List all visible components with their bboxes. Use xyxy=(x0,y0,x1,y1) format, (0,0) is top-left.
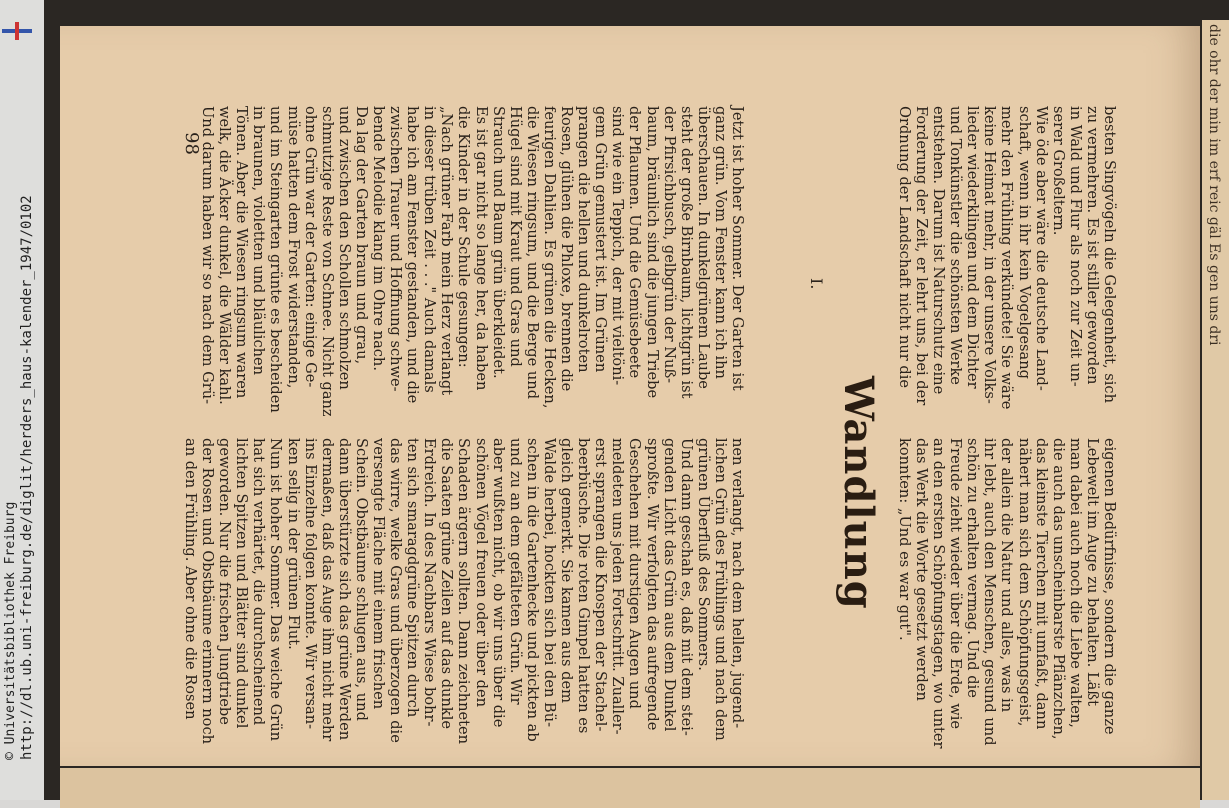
text-line: ohne Grün war der Garten: einige Ge- xyxy=(301,106,319,388)
text-line: und Tonkünstler die schönsten Werke xyxy=(947,106,965,385)
text-line: beerbüsche. Die roten Gimpel hatten es xyxy=(575,438,593,734)
text-line: geworden. Nur die frischen Jungtriebe xyxy=(216,438,234,725)
text-line: sproßte. Wir verfolgten das aufregende xyxy=(643,438,661,731)
text-line: bende Melodie klang im Ohre nach. xyxy=(370,106,388,371)
text-line: Ordnung der Landschaft nicht nur die xyxy=(895,106,913,389)
text-line: schön zu erhalten vermag. Und die xyxy=(964,438,982,698)
text-line: ten sich smaragdgrüne Spitzen durch xyxy=(404,438,422,718)
text-line: die Wiesen ringsum, und die Berge und xyxy=(523,106,541,400)
text-line: die Kinder in der Schule gesungen: xyxy=(455,106,473,368)
text-line: und im Steingarten grünte es bescheiden xyxy=(267,106,285,413)
text-line: besten Singvögeln die Gelegenheit, sich xyxy=(1101,106,1118,403)
text-line: konnten: „Und es war gut". xyxy=(895,438,913,641)
text-line: lieder wiederklingen und dem Dichter xyxy=(964,106,982,389)
text-line: Nun ist hoher Sommer. Das weiche Grün xyxy=(267,438,285,742)
text-line: Schaden ärgern sollten. Dann zeichneten xyxy=(455,438,473,745)
text-line: aber wußten nicht, ob wir uns über die xyxy=(489,438,507,728)
text-line: grünen Überfluß des Sommers. xyxy=(694,438,712,671)
text-line: Jetzt ist hoher Sommer. Der Garten ist xyxy=(729,106,746,391)
text-line: Walde herbei, hockten sich bei den Bü- xyxy=(540,438,558,728)
text-line: meldeten uns jeden Fortschritt. Zualler- xyxy=(609,438,627,735)
copyright-notice: © Universitätsbibliothek Freiburg xyxy=(3,501,18,760)
text-line: ihr lebt, auch den Menschen, gesund und xyxy=(981,438,999,746)
text-line: an den Frühling. Aber ohne die Rosen xyxy=(182,438,199,720)
edge-text: die ohr der min im erf reic gäl Es gen uns dri xyxy=(1206,24,1222,346)
page-number: 98 xyxy=(181,132,202,155)
text-line: eigenen Bedürfnisse, sondern die ganze xyxy=(1101,438,1118,735)
text-line: und zu an dem gefälteten Grün. Wir xyxy=(506,438,524,705)
section-number: I. xyxy=(807,278,826,290)
book-page xyxy=(60,26,1200,766)
text-line: Geschehen mit durstigen Augen und xyxy=(626,438,644,709)
text-line: schönen Vögel freuen oder über den xyxy=(472,438,490,708)
text-line: Wie öde aber wäre die deutsche Land- xyxy=(1032,106,1050,391)
text-line: serer Großeltern. xyxy=(1049,106,1067,236)
text-line: Tönen. Aber die Wiesen ringsum waren xyxy=(233,106,251,399)
text-line: Freude zieht wieder über die Erde, wie xyxy=(947,438,965,729)
text-line: an den ersten Schöpfungstagen, wo unter xyxy=(930,438,948,749)
color-target-icon xyxy=(2,22,32,40)
text-line: schaft, wenn in ihr kein Vogelgesang xyxy=(1015,106,1033,379)
text-line: Und dann geschah es, daß mit dem stei- xyxy=(677,438,695,736)
text-line: schmutzige Reste von Schnee. Nicht ganz xyxy=(318,106,336,417)
text-line: Schein. Obstbäume schlugen aus, und xyxy=(352,438,370,721)
text-line: mehr den Frühling verkündete! Sie wäre xyxy=(998,106,1016,410)
text-line: der Rosen und Obstbäume erinnern noch xyxy=(199,438,217,745)
text-line: die auch das unscheinbarste Pflänzchen, xyxy=(1049,438,1067,740)
source-url[interactable]: http://dl.ub.uni-freiburg.de/diglit/herders_haus-kalender_1947/0102 xyxy=(19,195,35,760)
text-line: genden Licht das Grün aus dem Dunkel xyxy=(660,438,678,732)
text-line: Forderung der Zeit, er lehrt uns, bei der xyxy=(912,106,930,406)
text-line: dann überstürzte sich das grüne Werden xyxy=(335,438,353,741)
text-line: lichten Spitzen und Blätter sind dunkel xyxy=(233,438,251,729)
chapter-heading: Wandlung xyxy=(835,376,882,610)
text-line: hat sich verhärtet, die durchscheinend xyxy=(250,438,268,726)
text-column-top-left xyxy=(199,106,746,417)
text-line: versengte Fläche mit einem frischen xyxy=(370,438,388,710)
text-line: gleich gemerkt. Sie kamen aus dem xyxy=(558,438,576,703)
text-line: steht der große Birnbaum, lichtgrün ist xyxy=(677,106,695,399)
text-line: baum, bräunlich sind die jungen Triebe xyxy=(643,106,661,399)
text-line: überschauen. In dunkelgrünem Laube xyxy=(694,106,712,389)
text-line: habe ich am Fenster gestanden, und die xyxy=(404,106,422,404)
text-column-bottom-right xyxy=(896,438,1118,748)
text-line: ganz grün. Vom Fenster kann ich ihn xyxy=(711,106,729,379)
text-line: gem Grün gemustert ist. Im Grünen xyxy=(592,106,610,373)
text-line: ins Einzelne folgen konnte. Wir versan- xyxy=(301,438,319,730)
text-line: nähert man sich dem Schöpfungsgeist, xyxy=(1015,438,1033,727)
text-line: Da lag der Garten braun und grau, xyxy=(352,106,370,365)
text-line: in braunen, violetten und bläulichen xyxy=(250,106,268,376)
text-line: schen in die Gartenhecke und pickten ab xyxy=(523,438,541,742)
text-line: der allein die Natur und alles, was in xyxy=(998,438,1016,713)
text-line: erst sprangen die Knospen der Stachel- xyxy=(592,438,610,732)
text-line: entstehen. Darum ist Naturschutz eine xyxy=(930,106,948,395)
text-line: sind wie ein Teppich, der mit vieltöni- xyxy=(609,106,627,386)
text-line: Hügel sind mit Kraut und Gras und xyxy=(506,106,524,367)
text-line: die Saaten grüne Zeilen auf das dunkle xyxy=(438,438,456,729)
next-page-edge xyxy=(60,768,1200,808)
text-line: Es ist gar nicht so lange her, da haben xyxy=(472,106,490,391)
viewer-left-strip xyxy=(0,0,44,800)
text-line: dermaßen, daß das Auge ihm nicht mehr xyxy=(318,438,336,742)
text-line: Lebewelt im Auge zu behalten. Läßt xyxy=(1083,438,1101,706)
text-line: prangen die hellen und dunkelroten xyxy=(575,106,593,373)
text-line: „Nach grüner Farb mein Herz verlangt xyxy=(438,106,456,396)
text-line: feurigen Dahlien. Es grünen die Hecken, xyxy=(540,106,558,409)
text-line: in Wald und Flur als noch zur Zeit un- xyxy=(1066,106,1084,387)
text-line: ken selig in der grünen Flut. xyxy=(284,438,302,650)
text-line: Erdreich. In des Nachbars Wiese bohr- xyxy=(421,438,439,727)
text-line: keine Heimat mehr, in der unsere Volks- xyxy=(981,106,999,404)
text-line: Strauch und Baum grün überkleidet. xyxy=(489,106,507,379)
text-line: in dieser trüben Zeit . . ." Auch damals xyxy=(421,106,439,393)
text-line: zwischen Trauer und Hoffnung schwe- xyxy=(387,106,405,392)
text-line: das Werk die Worte gesetzt werden xyxy=(912,438,930,701)
text-line: Rosen, glühen die Phloxe, brennen die xyxy=(558,106,576,392)
text-line: der Pfirsichbusch, gelbgrün der Nuß- xyxy=(660,106,678,384)
text-line: man dabei auch noch die Liebe walten, xyxy=(1066,438,1084,728)
text-line: welk, die Äcker dunkel, die Wälder kahl. xyxy=(216,106,234,405)
text-column-top-right xyxy=(896,106,1118,411)
text-line: lichen Grün des Frühlings und nach dem xyxy=(711,438,729,741)
text-line: das wirre, welke Gras und überzogen die xyxy=(387,438,405,743)
text-line: das kleinste Tierchen mit umfaßt, dann xyxy=(1032,438,1050,730)
text-line: und zwischen den Schollen schmolzen xyxy=(335,106,353,390)
text-line: Und darum haben wir so nach dem Grü- xyxy=(199,106,217,405)
text-line: müse hatten dem Frost widerstanden, xyxy=(284,106,302,389)
right-page-edge xyxy=(1202,20,1229,800)
text-line: nen verlangt, nach dem hellen, jugend- xyxy=(729,438,746,729)
text-line: der Pflaumen. Und die Gemüsebeete xyxy=(626,106,644,379)
text-line: zu vermehren. Es ist stiller geworden xyxy=(1083,106,1101,385)
text-column-bottom-left xyxy=(182,438,746,748)
